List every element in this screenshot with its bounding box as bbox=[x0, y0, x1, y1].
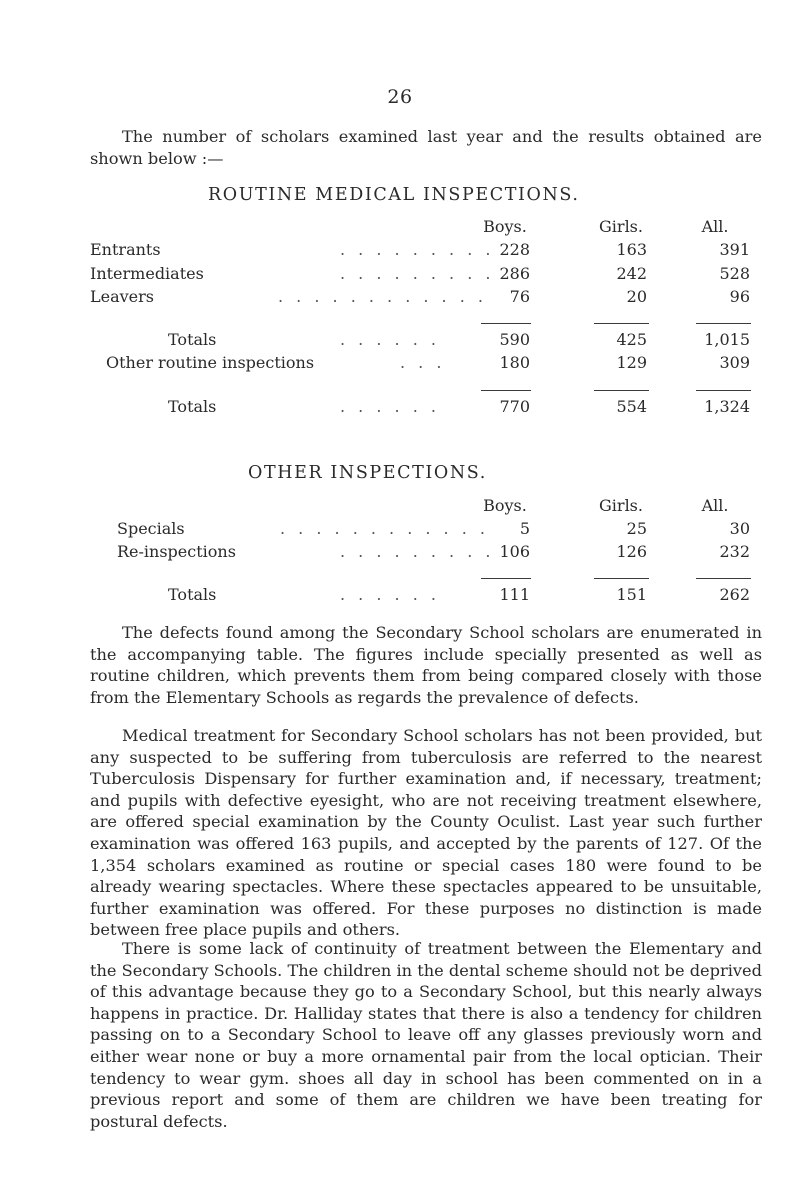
body-paragraph: The defects found among the Secondary School scholars are enumerated in the accompanying table. The figures include specially presented as well as routine children, which prevents them from being compared closely with those from the Elementary Schools as regards the prevalence of defects. bbox=[90, 623, 762, 707]
total-rule bbox=[481, 578, 531, 579]
all-value: 262 bbox=[719, 585, 750, 604]
header-girls: Girls. bbox=[599, 496, 643, 515]
row-label: Leavers bbox=[90, 287, 154, 306]
total-rule bbox=[696, 390, 751, 391]
total-rule bbox=[594, 323, 649, 324]
header-boys: Boys. bbox=[483, 496, 527, 515]
all-value: 309 bbox=[719, 353, 750, 372]
girls-value: 242 bbox=[616, 264, 647, 283]
row-label: Entrants bbox=[90, 240, 161, 259]
boys-value: 180 bbox=[499, 353, 530, 372]
total-rule bbox=[696, 323, 751, 324]
total-rule bbox=[481, 390, 531, 391]
boys-value: 5 bbox=[519, 519, 530, 538]
boys-value: 770 bbox=[499, 397, 530, 416]
all-value: 30 bbox=[729, 519, 750, 538]
leader-dots: . . . . . . bbox=[340, 585, 440, 604]
leader-dots: . . . . . . . . . bbox=[340, 240, 495, 259]
leader-dots: . . . . . . . . . bbox=[340, 542, 495, 561]
girls-value: 20 bbox=[626, 287, 647, 306]
header-all: All. bbox=[701, 496, 729, 515]
girls-value: 129 bbox=[616, 353, 647, 372]
boys-value: 286 bbox=[499, 264, 530, 283]
all-value: 1,015 bbox=[704, 330, 750, 349]
leader-dots: . . . . . . . . . bbox=[340, 264, 495, 283]
boys-value: 76 bbox=[509, 287, 530, 306]
girls-value: 163 bbox=[616, 240, 647, 259]
all-value: 232 bbox=[719, 542, 750, 561]
boys-value: 111 bbox=[499, 585, 530, 604]
all-value: 528 bbox=[719, 264, 750, 283]
all-value: 96 bbox=[729, 287, 750, 306]
leader-dots: . . . . . . . . . . . . bbox=[278, 287, 487, 306]
row-label: Totals bbox=[168, 397, 217, 416]
girls-value: 554 bbox=[616, 397, 647, 416]
girls-value: 25 bbox=[626, 519, 647, 538]
header-boys: Boys. bbox=[483, 217, 527, 236]
row-label: Other routine inspections bbox=[106, 353, 315, 372]
body-paragraph: There is some lack of continuity of treatment between the Elementary and the Secondary Schools. The children in the dental scheme should not be deprived of this advantage because they go to a Secondary School, but this nearly always happens in practice. Dr. Halliday states that there is also a tendency for children passing on to a Secondary School to leave off any glasses previously worn and either wear none or buy a more ornamental pair from the local optician. Their tendency to wear gym. shoes all day in school has been commented on in a previous report and some of them are children we have been treating for postural defects. bbox=[90, 939, 763, 1131]
leader-dots: . . . bbox=[400, 353, 446, 372]
girls-value: 425 bbox=[616, 330, 647, 349]
boys-value: 106 bbox=[499, 542, 530, 561]
intro-paragraph: The number of scholars examined last year and the results obtained are shown below :— bbox=[90, 127, 762, 168]
routine-table-title: ROUTINE MEDICAL INSPECTIONS. bbox=[208, 185, 580, 205]
girls-value: 151 bbox=[616, 585, 647, 604]
row-label: Re-inspections bbox=[117, 542, 236, 561]
total-rule bbox=[696, 578, 751, 579]
header-girls: Girls. bbox=[599, 217, 643, 236]
total-rule bbox=[594, 390, 649, 391]
total-rule bbox=[481, 323, 531, 324]
header-all: All. bbox=[701, 217, 729, 236]
row-label: Specials bbox=[117, 519, 185, 538]
other-table-title: OTHER INSPECTIONS. bbox=[248, 463, 487, 483]
leader-dots: . . . . . . bbox=[340, 397, 440, 416]
girls-value: 126 bbox=[616, 542, 647, 561]
boys-value: 590 bbox=[499, 330, 530, 349]
row-label: Totals bbox=[168, 330, 217, 349]
boys-value: 228 bbox=[499, 240, 530, 259]
page-number: 26 bbox=[387, 86, 413, 108]
row-label: Totals bbox=[168, 585, 217, 604]
body-paragraph: Medical treatment for Secondary School scholars has not been provided, but any suspected to be suffering from tuberculosis are referred to the nearest Tuberculosis Dispensary for further examination and, if necessary, treatment; and pupils with defective eyesight, who are not receiving treatment elsewhere, are offered special examination by the County Oculist. Last year such further examination was offered 163 pupils, and accepted by the parents of 127. Of the 1,354 scholars examined as routine or special cases 180 were found to be already wearing spectacles. Where these spectacles appeared to be unsuitable, further examination was offered. For these purposes no distinction is made between free place pupils and others. bbox=[90, 726, 762, 940]
row-label: Intermediates bbox=[90, 264, 204, 283]
leader-dots: . . . . . . . . . . . . bbox=[280, 519, 489, 538]
leader-dots: . . . . . . bbox=[340, 330, 440, 349]
all-value: 1,324 bbox=[704, 397, 750, 416]
all-value: 391 bbox=[719, 240, 750, 259]
total-rule bbox=[594, 578, 649, 579]
